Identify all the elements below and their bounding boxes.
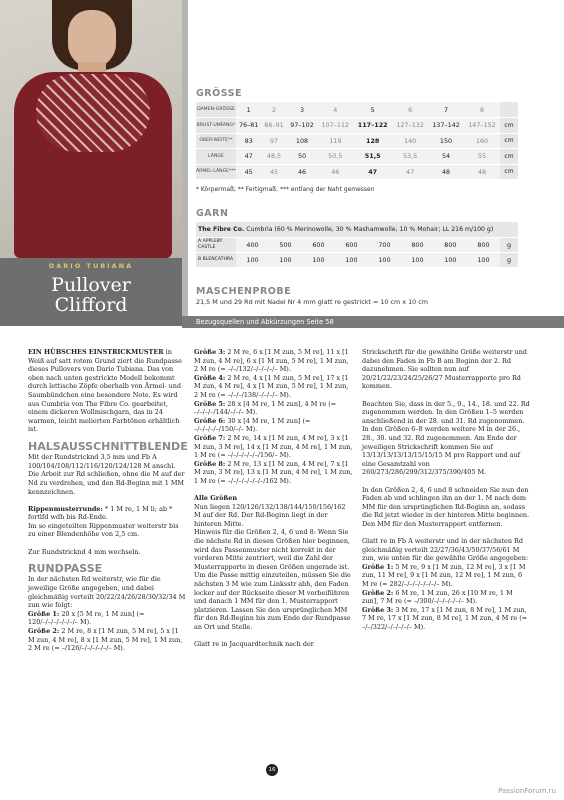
size-cell: 47	[353, 164, 392, 180]
size-row-label: BRUST-UMFANG*	[196, 118, 236, 134]
watermark: PassionForum.ru	[498, 787, 556, 795]
yarn-cell: 400	[236, 237, 269, 252]
size-cell: 6	[392, 102, 428, 118]
model-photo	[0, 0, 182, 258]
unit-cell: cm	[500, 118, 518, 134]
size-cell: 137–142	[428, 118, 464, 134]
gauge-heading: MASCHENPROBE	[196, 286, 292, 297]
size-row-label: LÄNGE	[196, 149, 236, 165]
yarn-cell: 100	[401, 252, 434, 267]
yarn-cell: 800	[434, 237, 467, 252]
size-row-label: ÄRMEL-LÄNGE***	[196, 164, 236, 180]
size-cell: 119	[317, 133, 353, 149]
text-column-1: EIN HÜBSCHES EINSTRICKMUSTER in Weiß auf satt rotem Grund ziert die Rundpasse dieses Pullovers von Dario Tubiana. Das von oben nach unten gestrickte Modell bekommt durch lettische Zöpfe oberhalb von Ärmel- und Saumbündchen eine besondere Note. Es wird aus Cumbria von The Fibre Co. gearbeitet, einem dickeren Wollmischgarn, das in 24 warmen, leicht melierten Farbtönen erhältlich ist. HALSAUSSCHNITTBLENDE Mit der Rundstricknd 3,5 mm und Fb A 100/104/108/112/116/120/124/128 M anschl. Die Arbeit zur Rd schließen, ohne die M auf der Nd zu verdrehen, und den Rd-Beginn mit 1 MM kennzeichnen. Rippenmusterrunde: * 1 M re, 1 M li; ab * fortlfd wdh bis Rd-Ende. Im so eingeteilten Rippenmuster weiterstr bis zu einer Blendenhöhe von 2,5 cm. Zur Rundstricknd 4 mm wechseln. RUNDPASSE In der nächsten Rd weiterstr, wie für die jeweilige Größe angegeben, und dabei gleichmäßig verteilt 20/22/24/26/28/30/32/34 M zun wie folgt: Größe 1: 20 x [5 M re, 1 M zun] (= 120/–/–/–/–/–/–/– M). Größe 2: 2 M re, 8 x [1 M zun, 5 M re], 5 x [1 M zun, 4 M re], 8 x [1 M zun, 5 M re], 1 M zun, 2 M re (= –/126/–/–/–/–/–/– M).	[28, 348, 188, 653]
size-table	[196, 102, 518, 180]
size-heading: GRÖSSE	[196, 88, 242, 99]
size-cell: 47	[236, 149, 261, 165]
size-cell: 83	[236, 133, 261, 149]
yarn-row	[196, 252, 518, 267]
unit-cell	[500, 102, 518, 118]
yarn-cell: 100	[335, 252, 368, 267]
size-cell: 45	[236, 164, 261, 180]
page-number: 16	[266, 764, 278, 776]
unit-cell: cm	[500, 133, 518, 149]
yarn-cell: 100	[368, 252, 401, 267]
gauge-text: 21,5 M und 29 Rd mit Nadel Nr 4 mm glatt re gestrickt = 10 cm x 10 cm	[196, 298, 428, 306]
size-cell: 147–152	[464, 118, 500, 134]
yarn-cell: 600	[302, 237, 335, 252]
size-cell: 107–112	[317, 118, 353, 134]
yarn-cell: 600	[335, 237, 368, 252]
text-column-3: Strickschrift für die gewählte Größe weiterstr und dabei den Faden in Fb B am Beginn der 2. Rd dazunehmen. Sie sollten nun auf 20/21/22/23/24/25/26/27 Musterrapporte pro Rd kommen. Beachten Sie, dass in der 5., 9., 14., 18. und 22. Rd zugenommen werden. In den Größen 1–5 werden anschließend in der 28. und 31. Rd zugenommen. In den Größen 6–8 werden weitere M in der 26., 28., 30. und 32. Rd zugenommen. Am Ende der jeweiligen Strickschrift kommen Sie auf 13/13/13/13/13/15/15/15 M pro Rapport und auf eine Gesamtzahl von 260/273/286/299/312/375/390/405 M. In den Größen 2, 4, 6 und 8 schneiden Sie nun den Faden ab und schlingen ihn an der 1. M nach dem MM für den ursprünglichen Rd-Beginn an, sodass die Rd jetzt wieder in der hinteren Mitte beginnen. Den MM für den Musterrapport entfernen. Glatt re in Fb A weiterstr und in der nächsten Rd gleichmäßig verteilt 22/27/36/43/50/37/56/61 M zun, wie unten für die gewählte Größe angegeben: Größe 1: 5 M re, 9 x [1 M zun, 12 M re], 3 x [1 M zun, 11 M re], 9 x [1 M zun, 12 M re], 1 M zun, 6 M re (= 282/–/–/–/–/–/–/– M). Größe 2: 6 M re, 1 M zun, 26 x [10 M re, 1 M zun], 7 M re (= –/300/–/–/–/–/–/– M). Größe 3: 3 M re, 17 x [1 M zun, 8 M re], 1 M zun, 7 M re, 17 x [1 M zun, 8 M re], 1 M zun, 4 M re (= –/–/322/–/–/–/–/– M).	[362, 348, 530, 631]
size-cell: 48	[464, 164, 500, 180]
yarn-color-label: B BLENCATHRA	[196, 252, 236, 267]
yoke-heading: RUNDPASSE	[28, 561, 103, 575]
size-cell: 4	[317, 102, 353, 118]
size-cell: 8	[464, 102, 500, 118]
yarn-heading: GARN	[196, 208, 229, 219]
yarn-cell: 800	[401, 237, 434, 252]
size-cell: 97–102	[287, 118, 318, 134]
size-row-label: DAMEN-GRÖSSE	[196, 102, 236, 118]
unit-cell: cm	[500, 164, 518, 180]
size-row	[196, 133, 518, 149]
size-cell: 48	[428, 164, 464, 180]
pattern-title-line2: Clifford	[54, 294, 128, 316]
yarn-cell: 100	[467, 252, 500, 267]
divider-strip	[182, 0, 188, 326]
size-cell: 86–91	[261, 118, 286, 134]
size-cell: 7	[428, 102, 464, 118]
yarn-cell: 700	[368, 237, 401, 252]
unit-cell: g	[500, 252, 518, 267]
size-cell: 160	[464, 133, 500, 149]
size-cell: 45	[261, 164, 286, 180]
face	[68, 10, 116, 68]
size-cell: 54	[428, 149, 464, 165]
size-cell: 3	[287, 102, 318, 118]
size-cell: 128	[353, 133, 392, 149]
size-cell: 5	[353, 102, 392, 118]
size-row	[196, 164, 518, 180]
size-cell: 127–132	[392, 118, 428, 134]
size-cell: 46	[317, 164, 353, 180]
size-row-label: OBER-WEITE**	[196, 133, 236, 149]
unit-cell: g	[500, 237, 518, 252]
yarn-cell: 100	[236, 252, 269, 267]
size-cell: 76–81	[236, 118, 261, 134]
sweater-yoke-pattern	[36, 74, 150, 152]
yarn-table	[196, 222, 518, 268]
unit-cell: cm	[500, 149, 518, 165]
size-footnote: * Körpermaß; ** Fertigmaß; *** entlang der Naht gemessen	[196, 186, 375, 193]
size-row	[196, 102, 518, 118]
size-cell: 51,5	[353, 149, 392, 165]
yarn-cell: 500	[269, 237, 302, 252]
size-cell: 46	[287, 164, 318, 180]
yarn-description: The Fibre Co. Cumbria (60 % Merinowolle, 30 % Mashamwolle, 10 % Mohair; LL 216 m/100 g)	[196, 222, 518, 237]
size-cell: 55	[464, 149, 500, 165]
yarn-cell: 100	[434, 252, 467, 267]
size-cell: 1	[236, 102, 261, 118]
size-cell: 48,5	[261, 149, 286, 165]
pattern-title-line1: Pullover	[51, 274, 131, 296]
size-row	[196, 149, 518, 165]
size-row	[196, 118, 518, 134]
size-cell: 97	[261, 133, 286, 149]
yarn-row	[196, 237, 518, 252]
designer-name: DARIO TUBIANA	[48, 262, 134, 270]
reference-bar: Bezugsquellen und Abkürzungen Seite 58	[182, 316, 564, 328]
yarn-cell: 100	[269, 252, 302, 267]
text-column-2: Größe 3: 2 M re, 6 x [1 M zun, 5 M re], 11 x [1 M zun, 4 M re], 6 x [1 M zun, 5 M re], 1 M zun, 2 M re (= –/–/132/–/–/–/–/– M). Größe 4: 2 M re, 4 x [1 M zun, 5 M re], 17 x [1 M zun, 4 M re], 4 x [1 M zun, 5 M re], 1 M zun, 2 M re (= –/–/–/138/–/–/–/– M). Größe 5: 28 x [4 M re, 1 M zun], 4 M re (= –/–/–/–/144/–/–/– M). Größe 6: 30 x [4 M re, 1 M zun] (= –/–/–/–/–/150/–/– M). Größe 7: 2 M re, 14 x [1 M zun, 4 M re], 3 x [1 M zun, 3 M re], 14 x [1 M zun, 4 M re], 1 M zun, 1 M re (= –/–/–/–/–/–/156/– M). Größe 8: 2 M re, 13 x [1 M zun, 4 M re], 7 x [1 M zun, 3 M re], 13 x [1 M zun, 4 M re], 1 M zun, 1 M re (= –/–/–/–/–/–/–/162 M). Alle Größen Nun liegen 120/126/132/138/144/150/156/162 M auf der Rd. Der Rd-Beginn liegt in der hinteren Mitte. Hinweis für die Größen 2, 4, 6 und 8: Wenn Sie die nächste Rd in diesen Größen hier beginnen, wird das Passenmuster nicht korrekt in der vorderen Mitte zentriert, weil die Zahl der Musterrapporte in diesen Größen ungerade ist. Um die Passe mittig einzuteilen, müssen Sie die nächsten 3 M wie zum Linksstr abh, den Faden locker auf der Rückseite dieser M vorbeiführen und danach 1 MM für den 1. Musterrapport platzieren. Lassen Sie den ursprünglichen MM für den Rd-Beginn bis zum Ende der Rundpasse an Ort und Stelle. Glatt re in Jacquardtechnik nach der	[194, 348, 353, 649]
size-cell: 108	[287, 133, 318, 149]
size-cell: 2	[261, 102, 286, 118]
yarn-cell: 800	[467, 237, 500, 252]
size-cell: 50,5	[317, 149, 353, 165]
size-cell: 150	[428, 133, 464, 149]
neckband-heading: HALSAUSSCHNITTBLENDE	[28, 439, 188, 453]
size-cell: 53,5	[392, 149, 428, 165]
yarn-cell: 100	[302, 252, 335, 267]
size-cell: 50	[287, 149, 318, 165]
size-cell: 47	[392, 164, 428, 180]
size-cell: 117–122	[353, 118, 392, 134]
yarn-color-label: A APPLEBY CASTLE	[196, 237, 236, 252]
size-cell: 140	[392, 133, 428, 149]
